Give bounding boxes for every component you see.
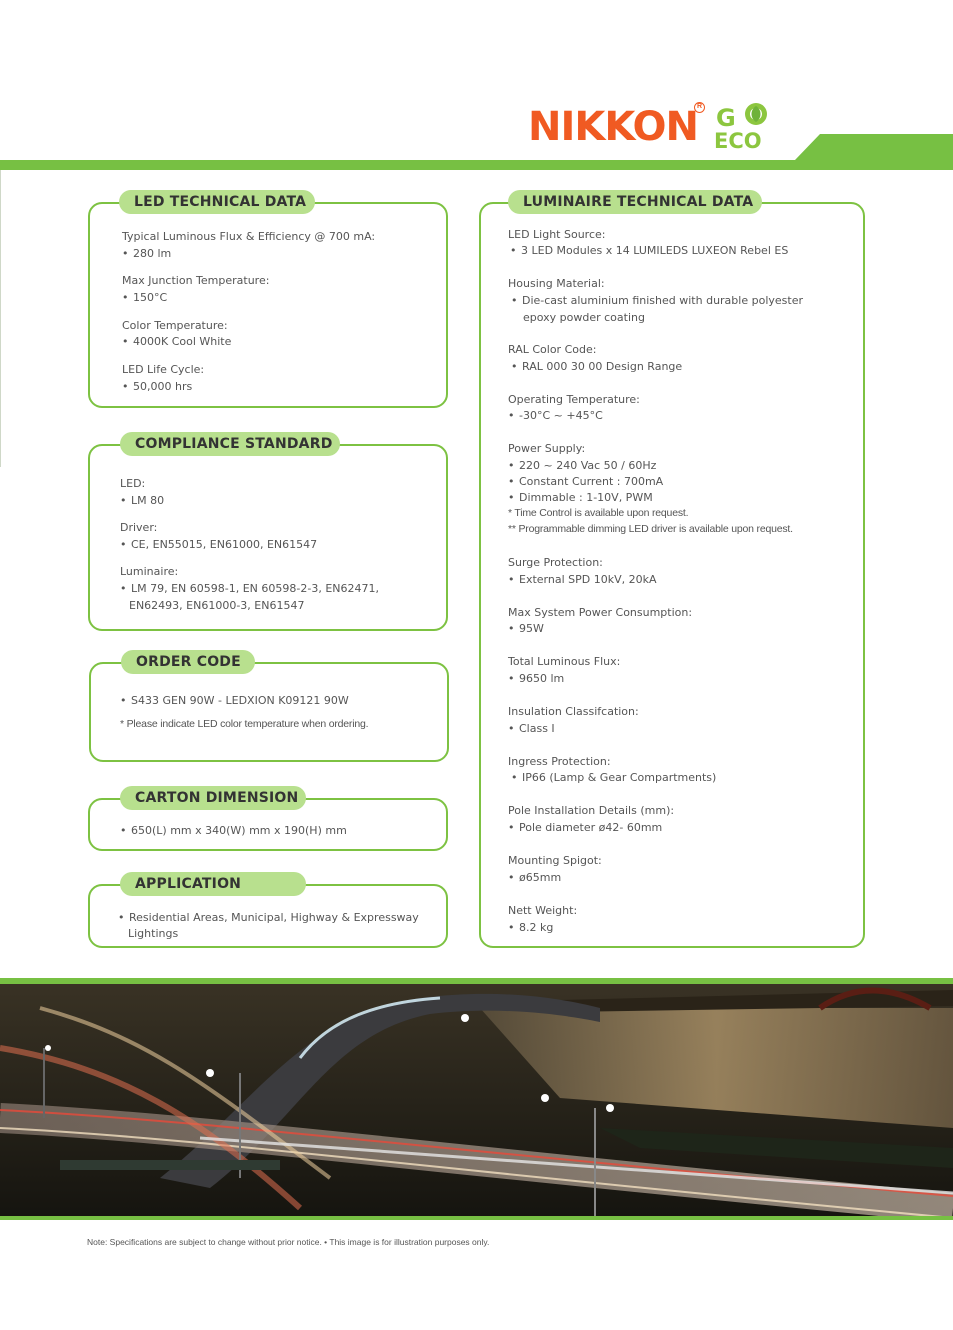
compliance-led-value: • LM 80	[131, 494, 164, 507]
compliance-luminaire-label: Luminaire:	[120, 565, 179, 578]
compliance-luminaire-value-2: EN62493, EN61000-3, EN61547	[129, 599, 305, 612]
eco-logo-g: G	[716, 104, 736, 132]
brand-name: NIKKON	[528, 104, 699, 150]
pole-label: Pole Installation Details (mm):	[508, 804, 675, 817]
light-source-value: • 3 LED Modules x 14 LUMILEDS LUXEON Rebel ES	[521, 244, 788, 257]
eco-logo-eco: ECO	[714, 129, 762, 152]
ingress-label: Ingress Protection:	[508, 755, 611, 768]
compliance-standard-title: COMPLIANCE STANDARD	[120, 432, 340, 456]
light-source-label: LED Light Source:	[508, 228, 606, 241]
color-temp-value: • 4000K Cool White	[133, 335, 231, 348]
power-supply-note-1: * Time Control is available upon request.	[508, 507, 689, 519]
insulation-value: • Class I	[519, 722, 555, 735]
housing-value-1: • Die-cast aluminium finished with durable polyester	[522, 294, 803, 307]
pole-value: • Pole diameter ø42- 60mm	[519, 821, 662, 834]
max-power-value: • 95W	[519, 622, 544, 635]
life-cycle-value: • 50,000 hrs	[133, 380, 192, 393]
highway-night-photo	[0, 978, 953, 1218]
ral-value: • RAL 000 30 00 Design Range	[522, 360, 682, 373]
compliance-led-label: LED:	[120, 477, 146, 490]
operating-temp-label: Operating Temperature:	[508, 393, 640, 406]
registered-mark: R	[694, 102, 705, 113]
operating-temp-value: • -30°C ~ +45°C	[519, 409, 603, 422]
led-technical-data-title: LED TECHNICAL DATA	[119, 190, 315, 214]
order-code-title: ORDER CODE	[121, 650, 255, 674]
spigot-label: Mounting Spigot:	[508, 854, 602, 867]
carton-dimension-title: CARTON DIMENSION	[120, 786, 306, 810]
ral-label: RAL Color Code:	[508, 343, 597, 356]
compliance-driver-value: • CE, EN55015, EN61000, EN61547	[131, 538, 317, 551]
application-value-1: • Residential Areas, Municipal, Highway & Expressway	[129, 911, 419, 924]
application-title: APPLICATION	[120, 872, 306, 896]
power-supply-value-1: • 220 ~ 240 Vac 50 / 60Hz	[519, 459, 656, 472]
total-flux-label: Total Luminous Flux:	[508, 655, 621, 668]
luminaire-technical-data-title: LUMINAIRE TECHNICAL DATA	[508, 190, 762, 214]
junction-temp-label: Max Junction Temperature:	[122, 274, 270, 287]
highway-scene-illustration	[0, 978, 953, 1218]
photo-bottom-border	[0, 1216, 953, 1220]
power-supply-label: Power Supply:	[508, 442, 586, 455]
ingress-value: • IP66 (Lamp & Gear Compartments)	[522, 771, 716, 784]
life-cycle-label: LED Life Cycle:	[122, 363, 205, 376]
order-code-panel	[89, 662, 449, 762]
header-green-band	[0, 0, 953, 172]
flux-value: • 280 lm	[133, 247, 171, 260]
flux-label: Typical Luminous Flux & Efficiency @ 700 mA:	[122, 230, 376, 243]
housing-label: Housing Material:	[508, 277, 605, 290]
weight-label: Nett Weight:	[508, 904, 578, 917]
order-code-value: • S433 GEN 90W - LEDXION K09121 90W	[131, 694, 349, 707]
surge-value: • External SPD 10kV, 20kA	[519, 573, 657, 586]
order-code-note: * Please indicate LED color temperature when ordering.	[120, 718, 369, 730]
housing-value-2: epoxy powder coating	[523, 311, 645, 324]
total-flux-value: • 9650 lm	[519, 672, 564, 685]
carton-dimension-value: • 650(L) mm x 340(W) mm x 190(H) mm	[131, 824, 347, 837]
max-power-label: Max System Power Consumption:	[508, 606, 693, 619]
footer-note: Note: Specifications are subject to change without prior notice. • This image is for illustration purposes only.	[87, 1237, 490, 1247]
left-edge-line	[0, 170, 1, 467]
photo-top-border	[0, 978, 953, 984]
insulation-label: Insulation Classifcation:	[508, 705, 639, 718]
power-supply-note-2: ** Programmable dimming LED driver is available upon request.	[508, 523, 793, 535]
weight-value: • 8.2 kg	[519, 921, 553, 934]
surge-label: Surge Protection:	[508, 556, 603, 569]
junction-temp-value: • 150°C	[133, 291, 167, 304]
compliance-driver-label: Driver:	[120, 521, 158, 534]
application-value-2: Lightings	[128, 927, 179, 940]
compliance-luminaire-value-1: • LM 79, EN 60598-1, EN 60598-2-3, EN62471,	[131, 582, 379, 595]
power-supply-value-3: • Dimmable : 1-10V, PWM	[519, 491, 653, 504]
spigot-value: • ø65mm	[519, 871, 561, 884]
color-temp-label: Color Temperature:	[122, 319, 228, 332]
power-supply-value-2: • Constant Current : 700mA	[519, 475, 663, 488]
